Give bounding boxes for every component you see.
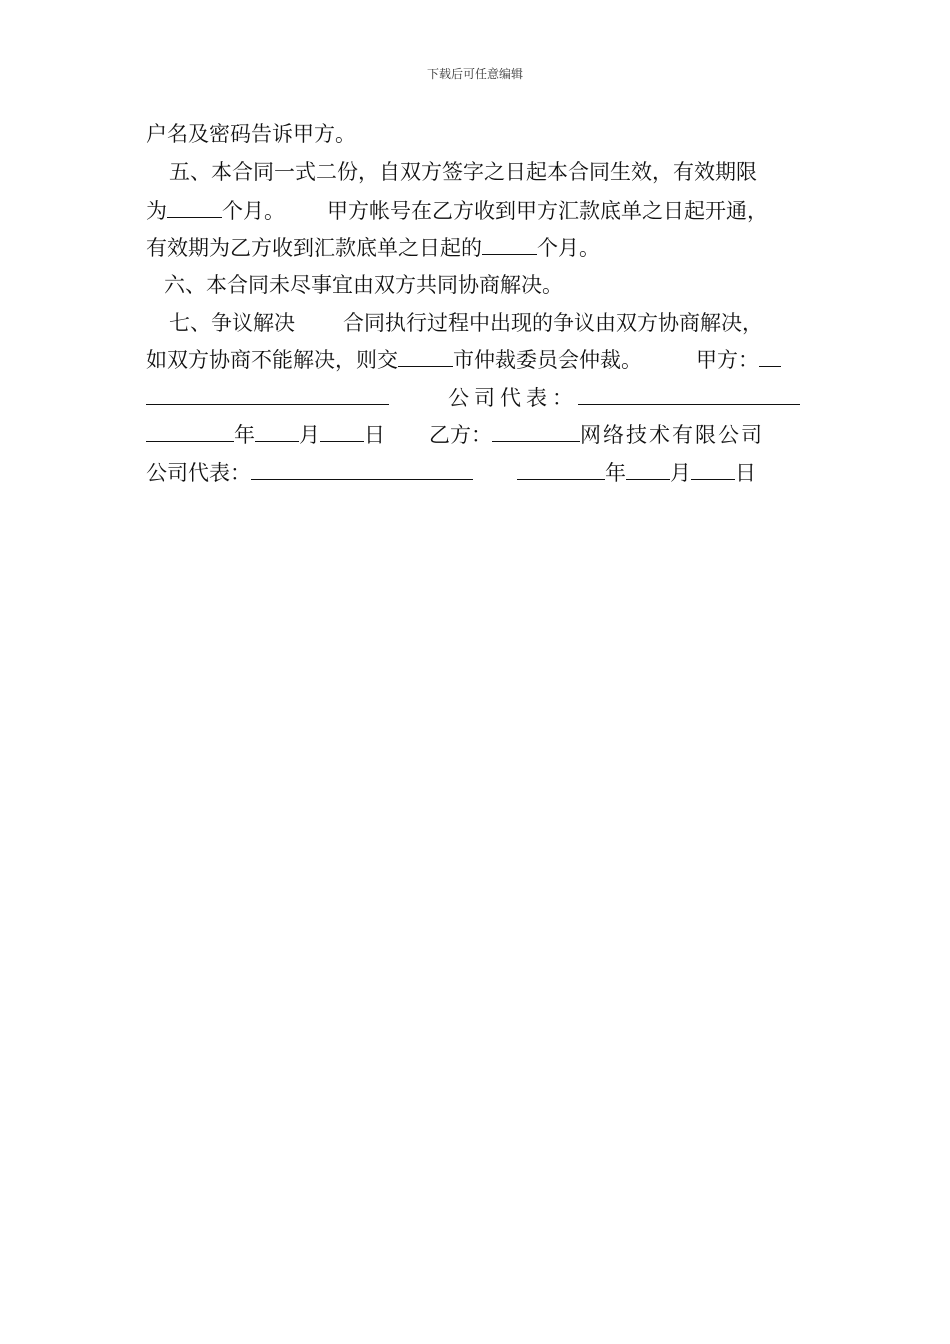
line-1 bbox=[146, 122, 356, 146]
text-l7b: 市仲裁委员会仲裁。 bbox=[453, 348, 642, 372]
blank-day-1 bbox=[320, 422, 364, 442]
text-party-b: 乙方： bbox=[429, 423, 492, 447]
text-year-1: 年 bbox=[234, 423, 255, 447]
text-l1: 户名及密码告诉甲方。 bbox=[146, 122, 356, 146]
text-l3a: 为 bbox=[146, 199, 167, 223]
line-3 bbox=[146, 198, 768, 223]
blank-party-b-rep bbox=[251, 460, 473, 480]
text-l5: 六、本合同未尽事宜由双方共同协商解决。 bbox=[164, 273, 563, 297]
line-7 bbox=[146, 347, 781, 372]
blank-party-a-rep bbox=[578, 385, 800, 405]
text-l6b: 合同执行过程中出现的争议由双方协商解决， bbox=[343, 311, 763, 335]
text-l2: 五、本合同一式二份，自双方签字之日起本合同生效，有效期限 bbox=[169, 160, 757, 184]
text-l8: 公司代表： bbox=[448, 386, 578, 410]
text-year-2: 年 bbox=[605, 461, 626, 485]
text-month-2: 月 bbox=[670, 461, 691, 485]
text-l7a: 如双方协商不能解决，则交 bbox=[146, 348, 398, 372]
blank-city bbox=[398, 347, 453, 367]
text-l10-rep: 公司代表： bbox=[146, 461, 251, 485]
blank-day-2 bbox=[691, 460, 735, 480]
blank-months-2 bbox=[482, 235, 537, 255]
text-company: 网络技术有限公司 bbox=[580, 423, 764, 447]
blank-year-1 bbox=[146, 422, 234, 442]
line-4 bbox=[146, 235, 600, 260]
line-9 bbox=[146, 422, 764, 447]
text-l3b: 个月。 bbox=[222, 199, 285, 223]
clause-7 bbox=[169, 311, 763, 335]
blank-year-2 bbox=[517, 460, 605, 480]
text-day-1: 日 bbox=[364, 423, 385, 447]
text-l6a: 七、争议解决 bbox=[169, 311, 295, 335]
line-8 bbox=[146, 385, 800, 410]
blank-party-a bbox=[146, 385, 389, 405]
page-header: 下载后可任意编辑 bbox=[426, 67, 523, 81]
blank-month-1 bbox=[255, 422, 299, 442]
blank-month-2 bbox=[626, 460, 670, 480]
blank-party-a-start bbox=[759, 347, 781, 367]
blank-months-1 bbox=[167, 198, 222, 218]
text-month-1: 月 bbox=[299, 423, 320, 447]
text-l4b: 个月。 bbox=[537, 236, 600, 260]
blank-party-b bbox=[492, 422, 580, 442]
text-l4a: 有效期为乙方收到汇款底单之日起的 bbox=[146, 236, 482, 260]
clause-5 bbox=[169, 160, 757, 184]
text-l3c: 甲方帐号在乙方收到甲方汇款底单之日起开通， bbox=[327, 199, 768, 223]
line-10 bbox=[146, 460, 756, 485]
clause-6 bbox=[164, 273, 563, 297]
text-day-2: 日 bbox=[735, 461, 756, 485]
text-l7c: 甲方： bbox=[696, 348, 759, 372]
